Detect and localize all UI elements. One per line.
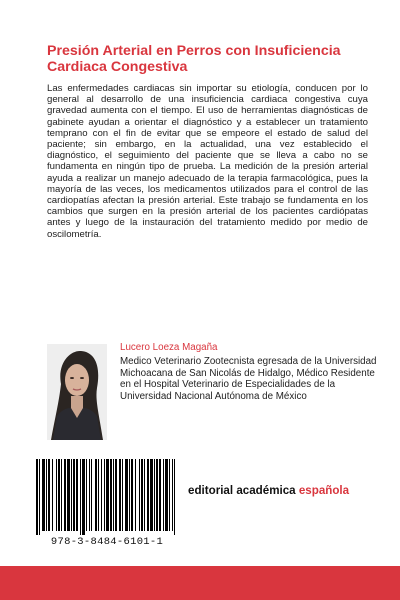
barcode-icon: [30, 457, 184, 535]
book-title: Presión Arterial en Perros con Insuficiencia Cardiaca Congestiva: [47, 43, 341, 75]
top-band: [0, 0, 400, 33]
book-blurb: Las enfermedades cardiacas sin importar su etiología, conducen por lo general al desarrollo de una insuficiencia cardiaca congestiva cuya gravedad aumenta con el tiempo. El uso de herramientas diagnósticas de gabinete ayudan a orientar el diagnóstico y a establecer un tratamiento temprano con el fin de evitar que se empeore el estado de salud del paciente; sin embargo, en la actualidad, una vez establecido el diagnóstico, el seguimiento del paciente que se lleva a cabo no se fundamenta en ningún tipo de prueba. La medición de la presión arterial ayuda a realizar un manejo adecuado de la terapia farmacológica, pues la mayoría de las veces, los medicamentos utilizados para el control de las cardiopatías afectan la presión arterial. Este trabajo se fundamenta en los cambios que surgen en la presión arterial de los pacientes cardiópatas antes y luego de la instauración del tratamiento medido por medio de oscilometría.: [47, 83, 368, 240]
isbn-number: 978-3-8484-6101-1: [50, 536, 164, 548]
author-name: Lucero Loeza Magaña: [120, 342, 218, 353]
author-photo: [47, 344, 107, 440]
publisher-name: editorial académica: [188, 484, 299, 497]
footer-band: [0, 566, 400, 600]
publisher-logo: [188, 484, 349, 497]
isbn-barcode: [30, 457, 184, 557]
publisher-name-accent: española: [298, 484, 350, 497]
author-photo-image: [47, 344, 107, 440]
author-bio: Medico Veterinario Zootecnista egresada de la Universidad Michoacana de San Nicolás de Hidalgo, Médico Residente en el Hospital Veterinario de Especialidades de la Universidad Nacional Autónoma de México: [120, 356, 377, 402]
